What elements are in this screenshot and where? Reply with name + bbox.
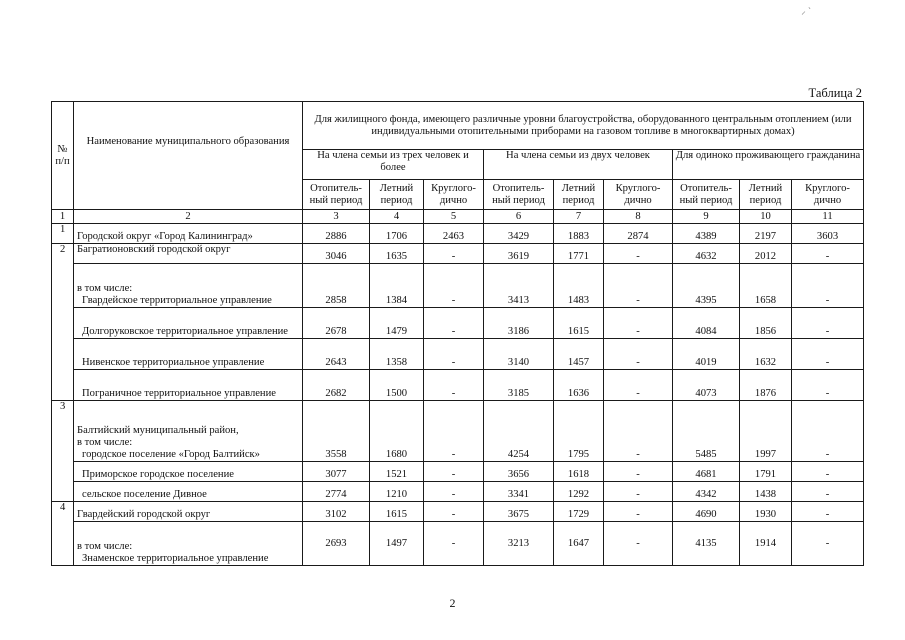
cell-value: 4681 bbox=[673, 462, 740, 482]
col-index: 6 bbox=[484, 210, 554, 224]
cell-value: - bbox=[792, 401, 864, 462]
cell-value: 1457 bbox=[554, 339, 604, 370]
cell-value: 1618 bbox=[554, 462, 604, 482]
cell-value: 2858 bbox=[303, 264, 370, 308]
cell-value: 1795 bbox=[554, 401, 604, 462]
header-yearround: Круглого-дично bbox=[792, 180, 864, 210]
cell-value: 3213 bbox=[484, 522, 554, 566]
header-two-persons: На члена семьи из двух человек bbox=[484, 150, 673, 180]
tariff-table bbox=[51, 101, 864, 566]
col-index: 2 bbox=[74, 210, 303, 224]
row-subname: городское поселение «Город Балтийск» bbox=[82, 449, 260, 461]
cell-value: 1883 bbox=[554, 224, 604, 244]
cell-value: - bbox=[604, 244, 673, 264]
cell-value: 3656 bbox=[484, 462, 554, 482]
cell-value: 1729 bbox=[554, 502, 604, 522]
cell-value: 2774 bbox=[303, 482, 370, 502]
cell-value: - bbox=[604, 339, 673, 370]
row-name-cell bbox=[74, 308, 303, 339]
cell-value: 2643 bbox=[303, 339, 370, 370]
cell-value: 1384 bbox=[370, 264, 424, 308]
table-row bbox=[52, 308, 864, 339]
cell-value: - bbox=[604, 264, 673, 308]
header-num: № п/п bbox=[52, 102, 74, 210]
cell-value: 3675 bbox=[484, 502, 554, 522]
cell-value: 4073 bbox=[673, 370, 740, 401]
cell-value: - bbox=[604, 401, 673, 462]
cell-value: 1706 bbox=[370, 224, 424, 244]
header-yearround: Круглого-дично bbox=[604, 180, 673, 210]
table-row bbox=[52, 502, 864, 522]
col-index: 3 bbox=[303, 210, 370, 224]
cell-value: - bbox=[424, 502, 484, 522]
cell-value: 1292 bbox=[554, 482, 604, 502]
row-name-cell bbox=[74, 401, 303, 462]
row-num: 3 bbox=[52, 401, 74, 502]
cell-value: 1483 bbox=[554, 264, 604, 308]
cell-value: - bbox=[424, 401, 484, 462]
cell-value: - bbox=[792, 244, 864, 264]
table-row bbox=[52, 244, 864, 264]
row-name: Балтийский муниципальный район, bbox=[77, 425, 239, 437]
table-row bbox=[52, 522, 864, 566]
row-name: Багратионовский городской округ bbox=[74, 244, 303, 264]
row-name-cell bbox=[74, 339, 303, 370]
cell-value: 4389 bbox=[673, 224, 740, 244]
row-name-cell bbox=[74, 462, 303, 482]
cell-value: - bbox=[792, 308, 864, 339]
cell-value: 2463 bbox=[424, 224, 484, 244]
header-summer: Летний период bbox=[740, 180, 792, 210]
in-particular-label: в том числе: bbox=[77, 283, 133, 295]
cell-value: - bbox=[792, 482, 864, 502]
cell-value: 3102 bbox=[303, 502, 370, 522]
cell-value: 1615 bbox=[554, 308, 604, 339]
cell-value: 4395 bbox=[673, 264, 740, 308]
cell-value: 2197 bbox=[740, 224, 792, 244]
cell-value: 4019 bbox=[673, 339, 740, 370]
cell-value: 1497 bbox=[370, 522, 424, 566]
row-name: Знаменское территориальное управление bbox=[82, 553, 269, 565]
page-number: 2 bbox=[449, 596, 456, 610]
col-index: 11 bbox=[792, 210, 864, 224]
row-name: Гвардейское территориальное управление bbox=[82, 295, 272, 307]
cell-value: 3619 bbox=[484, 244, 554, 264]
cell-value: 3603 bbox=[792, 224, 864, 244]
cell-value: - bbox=[792, 502, 864, 522]
cell-value: 1771 bbox=[554, 244, 604, 264]
table-row bbox=[52, 462, 864, 482]
cell-value: - bbox=[424, 462, 484, 482]
cell-value: 1997 bbox=[740, 401, 792, 462]
cell-value: - bbox=[792, 370, 864, 401]
row-num: 4 bbox=[52, 502, 74, 566]
row-name: Пограничное территориальное управление bbox=[82, 388, 276, 400]
row-name-cell bbox=[74, 522, 303, 566]
row-name: сельское поселение Дивное bbox=[82, 489, 207, 501]
cell-value: - bbox=[792, 339, 864, 370]
cell-value: 4135 bbox=[673, 522, 740, 566]
cell-value: 1479 bbox=[370, 308, 424, 339]
header-heating: Отопитель-ный период bbox=[303, 180, 370, 210]
cell-value: 1647 bbox=[554, 522, 604, 566]
cell-value: 1791 bbox=[740, 462, 792, 482]
row-name-cell bbox=[74, 482, 303, 502]
cell-value: 3077 bbox=[303, 462, 370, 482]
row-name: Нивенское территориальное управление bbox=[82, 357, 265, 369]
cell-value: 2886 bbox=[303, 224, 370, 244]
table-label: Таблица 2 bbox=[808, 86, 862, 100]
cell-value: 2012 bbox=[740, 244, 792, 264]
col-index: 5 bbox=[424, 210, 484, 224]
cell-value: 3185 bbox=[484, 370, 554, 401]
cell-value: - bbox=[424, 308, 484, 339]
cell-value: - bbox=[424, 482, 484, 502]
header-row-1 bbox=[52, 102, 864, 150]
cell-value: - bbox=[604, 308, 673, 339]
cell-value: 5485 bbox=[673, 401, 740, 462]
table-row bbox=[52, 264, 864, 308]
header-group-title: Для жилищного фонда, имеющего различные уровни благоустройства, оборудованного центральным отоплением (или индивидуальными отопительными приборами на газовом топливе в многоквартирных домах) bbox=[303, 102, 864, 150]
cell-value: 2874 bbox=[604, 224, 673, 244]
cell-value: - bbox=[424, 244, 484, 264]
in-particular-label: в том числе: bbox=[77, 541, 133, 553]
cell-value: 1632 bbox=[740, 339, 792, 370]
cell-value: - bbox=[604, 482, 673, 502]
cell-value: 3186 bbox=[484, 308, 554, 339]
col-index: 4 bbox=[370, 210, 424, 224]
cell-value: - bbox=[424, 264, 484, 308]
cell-value: 2682 bbox=[303, 370, 370, 401]
column-index-row bbox=[52, 210, 864, 224]
header-yearround: Круглого-дично bbox=[424, 180, 484, 210]
col-index: 1 bbox=[52, 210, 74, 224]
cell-value: 1438 bbox=[740, 482, 792, 502]
header-summer: Летний период bbox=[554, 180, 604, 210]
cell-value: - bbox=[792, 462, 864, 482]
cell-value: 1636 bbox=[554, 370, 604, 401]
cell-value: - bbox=[424, 370, 484, 401]
col-index: 7 bbox=[554, 210, 604, 224]
cell-value: 3413 bbox=[484, 264, 554, 308]
cell-value: 1358 bbox=[370, 339, 424, 370]
row-num: 1 bbox=[52, 224, 74, 244]
col-index: 9 bbox=[673, 210, 740, 224]
header-name: Наименование муниципального образования bbox=[74, 102, 303, 210]
cell-value: 1876 bbox=[740, 370, 792, 401]
cell-value: - bbox=[604, 502, 673, 522]
row-name: Городской округ «Город Калининград» bbox=[74, 224, 303, 244]
header-three-persons: На члена семьи из трех человек и более bbox=[303, 150, 484, 180]
header-single-person: Для одиноко проживающего гражданина bbox=[673, 150, 864, 180]
cell-value: 4690 bbox=[673, 502, 740, 522]
header-summer: Летний период bbox=[370, 180, 424, 210]
cell-value: 1521 bbox=[370, 462, 424, 482]
row-name: Приморское городское поселение bbox=[82, 469, 234, 481]
cell-value: 4254 bbox=[484, 401, 554, 462]
cell-value: 1930 bbox=[740, 502, 792, 522]
table-row bbox=[52, 401, 864, 462]
cell-value: 1856 bbox=[740, 308, 792, 339]
row-name-cell bbox=[74, 370, 303, 401]
cell-value: - bbox=[604, 522, 673, 566]
scan-mark: ⸝ ` bbox=[801, 6, 811, 16]
cell-value: 1615 bbox=[370, 502, 424, 522]
header-heating: Отопитель-ный период bbox=[484, 180, 554, 210]
row-name: Долгоруковское территориальное управление bbox=[82, 326, 288, 338]
cell-value: 1680 bbox=[370, 401, 424, 462]
cell-value: 1635 bbox=[370, 244, 424, 264]
cell-value: 3429 bbox=[484, 224, 554, 244]
cell-value: 4084 bbox=[673, 308, 740, 339]
col-index: 10 bbox=[740, 210, 792, 224]
cell-value: - bbox=[604, 370, 673, 401]
cell-value: 1658 bbox=[740, 264, 792, 308]
row-name: Гвардейский городской округ bbox=[74, 502, 303, 522]
cell-value: 4632 bbox=[673, 244, 740, 264]
table-row bbox=[52, 224, 864, 244]
table-row bbox=[52, 339, 864, 370]
cell-value: 2693 bbox=[303, 522, 370, 566]
cell-value: 1914 bbox=[740, 522, 792, 566]
col-index: 8 bbox=[604, 210, 673, 224]
row-num: 2 bbox=[52, 244, 74, 401]
cell-value: 1500 bbox=[370, 370, 424, 401]
cell-value: - bbox=[792, 264, 864, 308]
cell-value: 1210 bbox=[370, 482, 424, 502]
table-row bbox=[52, 482, 864, 502]
cell-value: 3341 bbox=[484, 482, 554, 502]
cell-value: 2678 bbox=[303, 308, 370, 339]
cell-value: 3558 bbox=[303, 401, 370, 462]
cell-value: - bbox=[424, 339, 484, 370]
cell-value: - bbox=[792, 522, 864, 566]
cell-value: 4342 bbox=[673, 482, 740, 502]
cell-value: 3140 bbox=[484, 339, 554, 370]
cell-value: 3046 bbox=[303, 244, 370, 264]
cell-value: - bbox=[604, 462, 673, 482]
in-particular-label: в том числе: bbox=[77, 437, 133, 449]
table-row bbox=[52, 370, 864, 401]
header-heating: Отопитель-ный период bbox=[673, 180, 740, 210]
row-name-cell bbox=[74, 264, 303, 308]
cell-value: - bbox=[424, 522, 484, 566]
